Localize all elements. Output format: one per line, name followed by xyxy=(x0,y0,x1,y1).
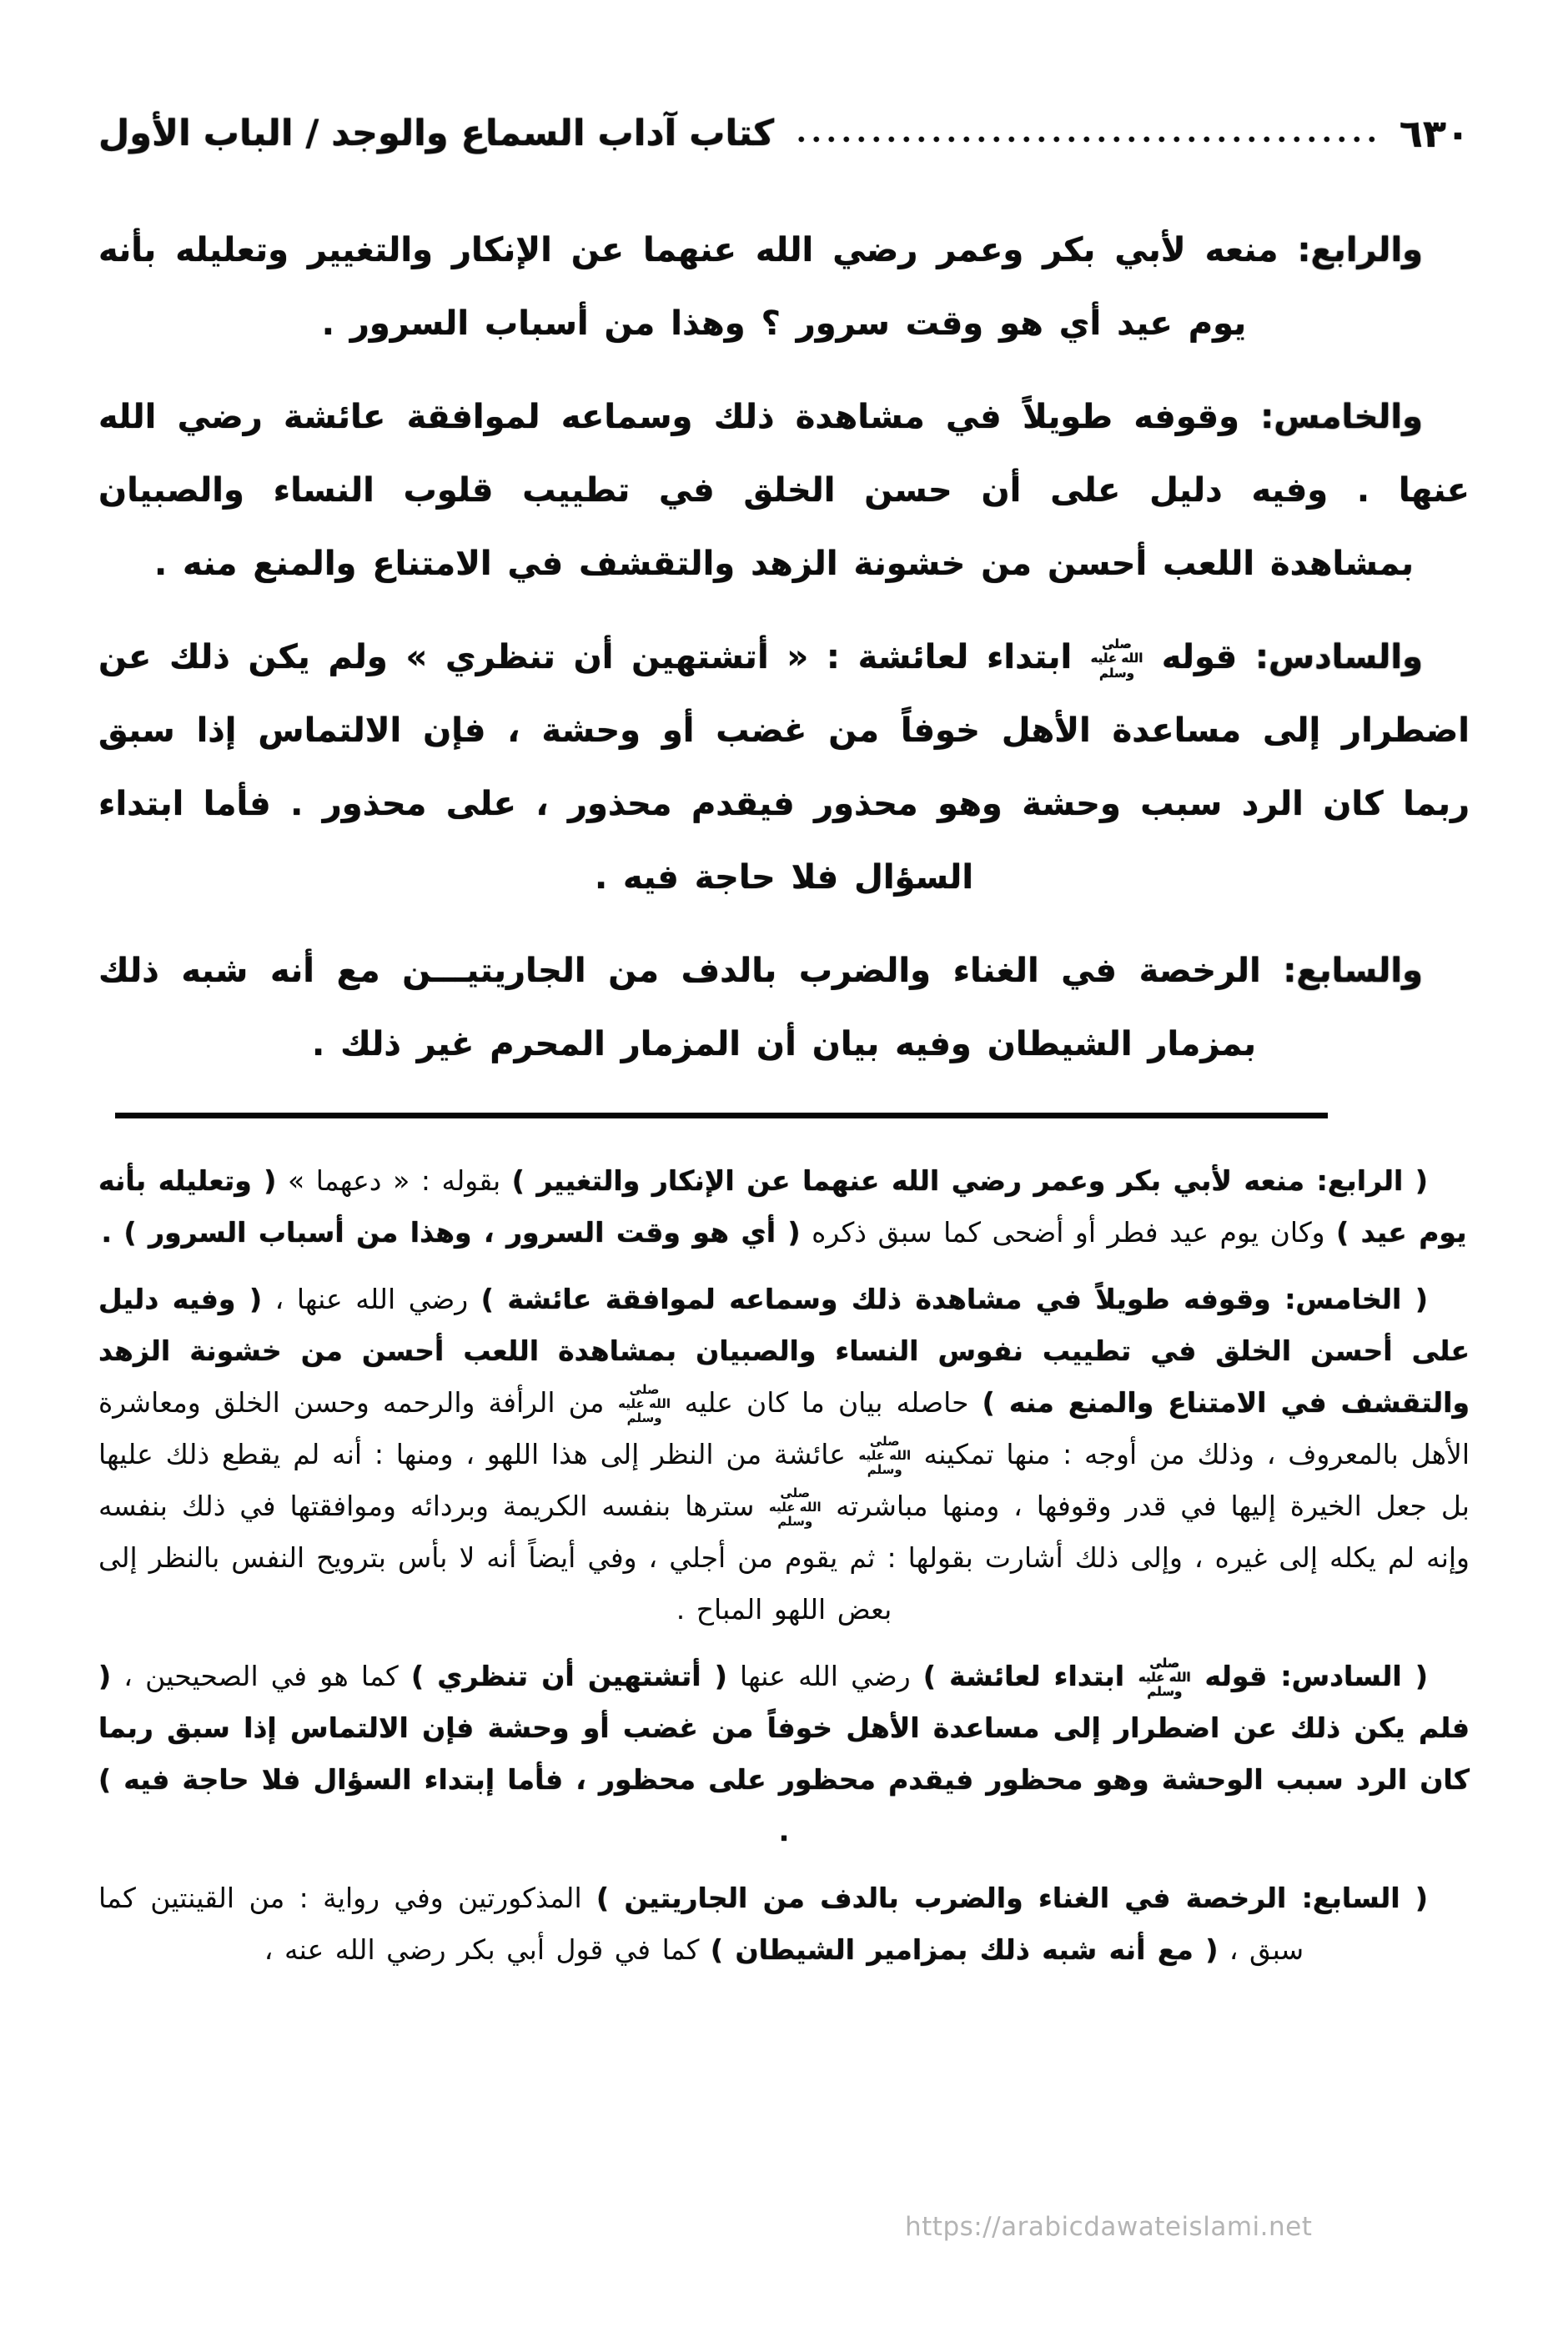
page-header xyxy=(98,98,1470,168)
commentary-paragraph xyxy=(98,1651,1470,1857)
commentary-text-run: من الرأفة والرحمه وحسن الخلق ومعاشرة الأهل بالمعروف ، وذلك من أوجه : منها تمكينه xyxy=(98,1386,1470,1470)
matn-text-run: والخامس: xyxy=(1239,398,1423,436)
honorific-saw: صلى الله عليه وسلم xyxy=(768,1485,822,1530)
commentary-text-run: ( أي هو وقت السرور ، وهذا من أسباب السرور ) . xyxy=(101,1216,801,1249)
commentary-text-run: سترها بنفسه الكريمة وبردائه وموافقتها في ذلك بنفسه وإنه لم يكله إلى غيره ، وإلى ذلك أشارت بقولها : ثم يقوم من أجلي ، وفي أيضاً أنه لا بأس بترويح النفس بالنظر إلى بعض اللهو المباح . xyxy=(98,1490,1470,1626)
footnote-divider xyxy=(115,1113,1328,1118)
main-text-block xyxy=(98,214,1470,1081)
commentary-text-run: رضي الله عنها xyxy=(726,1660,923,1692)
commentary-text-run: كما في قول أبي بكر رضي الله عنه ، xyxy=(264,1933,711,1966)
honorific-saw: صلى الله عليه وسلم xyxy=(618,1381,671,1426)
matn-text-run: وقوفه طويلاً في مشاهدة ذلك وسماعه لموافقة عائشة رضي الله عنها . وفيه دليل على أن حسن الخلق في تطييب قلوب النساء والصبيان بمشاهدة اللعب أحسن من خشونة الزهد والتقشف في الامتناع والمنع منه . xyxy=(98,398,1470,583)
commentary-text-run: ( الرابع: منعه لأبي بكر وعمر رضي الله عنهما عن الإنكار والتغيير ) xyxy=(511,1164,1428,1197)
commentary-text-run: المذكورتين وفي رواية : من القينتين كما سبق ، xyxy=(98,1882,1304,1966)
commentary-text-run: ( وفيه دليل على أحسن الخلق في تطييب نفوس النساء والصبيان بمشاهدة اللعب أحسن من خشونة الزهد والتقشف في الامتناع والمنع منه ) xyxy=(98,1283,1470,1419)
matn-text-run: والسابع: xyxy=(1260,952,1423,990)
matn-text-run: والسادس: xyxy=(1237,638,1423,676)
matn-text-run: قوله xyxy=(1143,638,1238,676)
matn-paragraph xyxy=(98,934,1470,1081)
matn-text-run: منعه لأبي بكر وعمر رضي الله عنهما عن الإنكار والتغيير وتعليله بأنه يوم عيد أي هو وقت سرور ؟ وهذا من أسباب السرور . xyxy=(98,231,1279,343)
commentary-paragraph xyxy=(98,1872,1470,1976)
commentary-block xyxy=(98,1155,1470,1976)
commentary-text-run: عائشة من النظر إلى هذا اللهو ، ومنها : أنه لم يقطع ذلك عليها بل جعل الخيرة إليها في قدر وقوفها ، ومنها مباشرته xyxy=(98,1438,1470,1522)
commentary-paragraph xyxy=(98,1274,1470,1636)
matn-text-run: والرابع: xyxy=(1278,231,1424,269)
commentary-text-run: حاصله بيان ما كان عليه xyxy=(671,1386,983,1419)
commentary-text-run: رضي الله عنها ، xyxy=(262,1283,481,1315)
page-title: كتاب آداب السماع والوجد / الباب الأول xyxy=(98,113,775,154)
commentary-paragraph xyxy=(98,1155,1470,1259)
commentary-text-run: ( الخامس: وقوفه طويلاً في مشاهدة ذلك وسماعه لموافقة عائشة ) xyxy=(480,1283,1428,1315)
matn-paragraph xyxy=(98,380,1470,601)
commentary-text-run: ابتداء لعائشة ) xyxy=(922,1660,1138,1692)
dots-leader xyxy=(796,135,1378,143)
commentary-text-run: ( فلم يكن ذلك عن اضطرار إلى مساعدة الأهل خوفاً من غضب أو وحشة فإن الالتماس إذا سبق ربما كان الرد سبب الوحشة وهو محظور فيقدم محظور على محظور ، فأما إبتداء السؤال فلا حاجة فيه ) . xyxy=(98,1660,1470,1847)
honorific-saw: صلى الله عليه وسلم xyxy=(858,1433,912,1478)
commentary-text-run: ( السادس: قوله xyxy=(1191,1660,1428,1692)
matn-paragraph xyxy=(98,214,1470,360)
matn-text-run: الرخصة في الغناء والضرب بالدف من الجاريتيـــن مع أنه شبه ذلك بمزمار الشيطان وفيه بيان أن المزمار المحرم غير ذلك . xyxy=(98,952,1261,1063)
commentary-text-run: ( السابع: الرخصة في الغناء والضرب بالدف من الجاريتين ) xyxy=(596,1882,1428,1914)
honorific-saw: صلى الله عليه وسلم xyxy=(1138,1655,1191,1700)
watermark-url: https://arabicdawateislami.net xyxy=(905,2212,1313,2242)
commentary-text-run: كما هو في الصحيحين ، xyxy=(111,1660,411,1692)
matn-text-run: ابتداء لعائشة : « أتشتهين أن تنظري » ولم يكن ذلك عن اضطرار إلى مساعدة الأهل خوفاً من غضب أو وحشة ، فإن الالتماس إذا سبق ربما كان الرد سبب وحشة وهو محذور فيقدم محذور ، على محذور . فأما ابتداء السؤال فلا حاجة فيه . xyxy=(98,638,1470,897)
honorific-saw: صلى الله عليه وسلم xyxy=(1090,636,1143,681)
commentary-text-run: ( وتعليله بأنه يوم عيد ) xyxy=(98,1164,1467,1249)
commentary-text-run: وكان يوم عيد فطر أو أضحى كما سبق ذكره xyxy=(800,1216,1337,1249)
commentary-text-run: بقوله : « دعهما » xyxy=(276,1164,512,1197)
matn-paragraph xyxy=(98,621,1470,914)
commentary-text-run: ( أتشتهين أن تنظري ) xyxy=(410,1660,727,1692)
page-number: ٦٣٠ xyxy=(1399,111,1470,156)
commentary-text-run: ( مع أنه شبه ذلك بمزامير الشيطان ) xyxy=(710,1933,1219,1966)
